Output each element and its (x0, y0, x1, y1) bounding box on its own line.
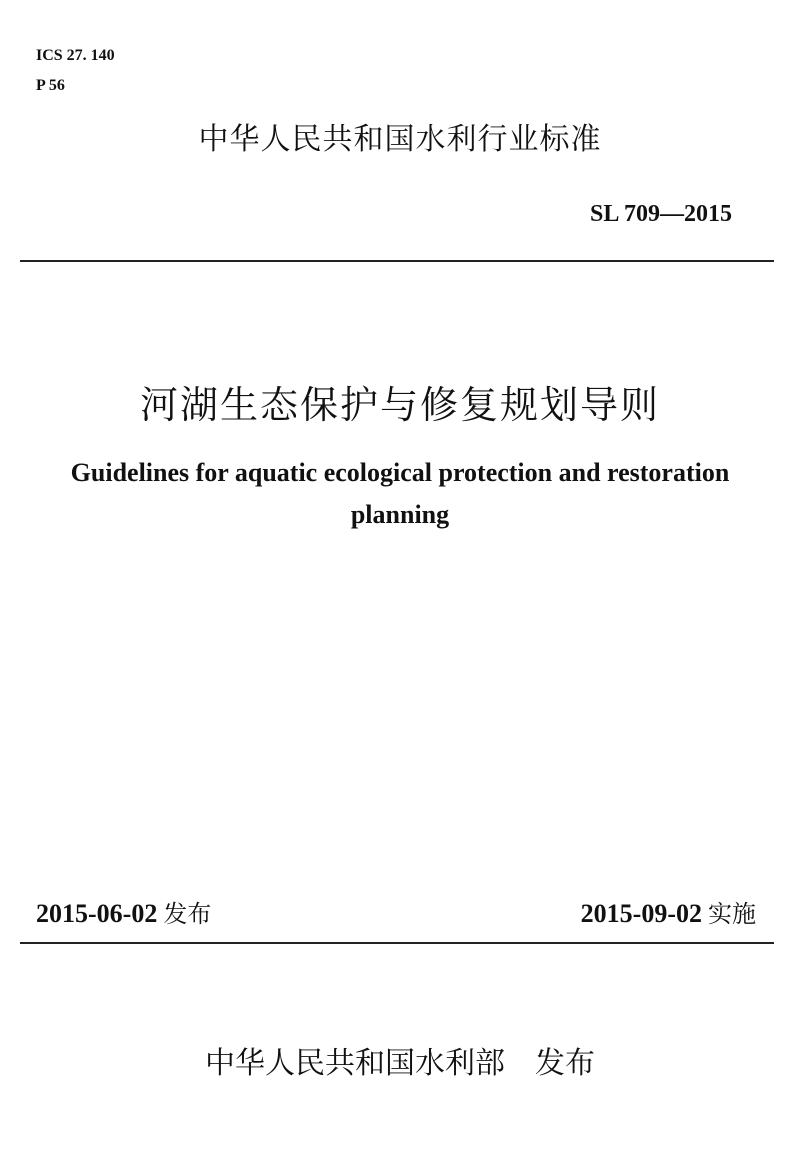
effective-date-line (581, 896, 756, 932)
top-divider (20, 260, 774, 262)
ics-code: ICS 27. 140 (36, 47, 115, 64)
standard-number: SL 709—2015 (589, 201, 732, 227)
effective-date: 2015-09-02 (580, 899, 702, 928)
ccs-code: P 56 (36, 77, 65, 94)
document-title-chinese: 河湖生态保护与修复规划导则 (139, 383, 660, 427)
effective-label: 实施 (708, 900, 756, 928)
issuing-authority: 中华人民共和国水利部 发布 (205, 1046, 595, 1081)
issue-label: 发布 (163, 900, 212, 928)
issue-date: 2015-06-02 (36, 899, 158, 928)
issue-date-line (36, 896, 211, 932)
document-title-english: Guidelines for aquatic ecological protection and restoration planning (70, 458, 730, 529)
industry-standard-title: 中华人民共和国水利行业标准 (198, 122, 602, 157)
bottom-divider (20, 942, 774, 944)
